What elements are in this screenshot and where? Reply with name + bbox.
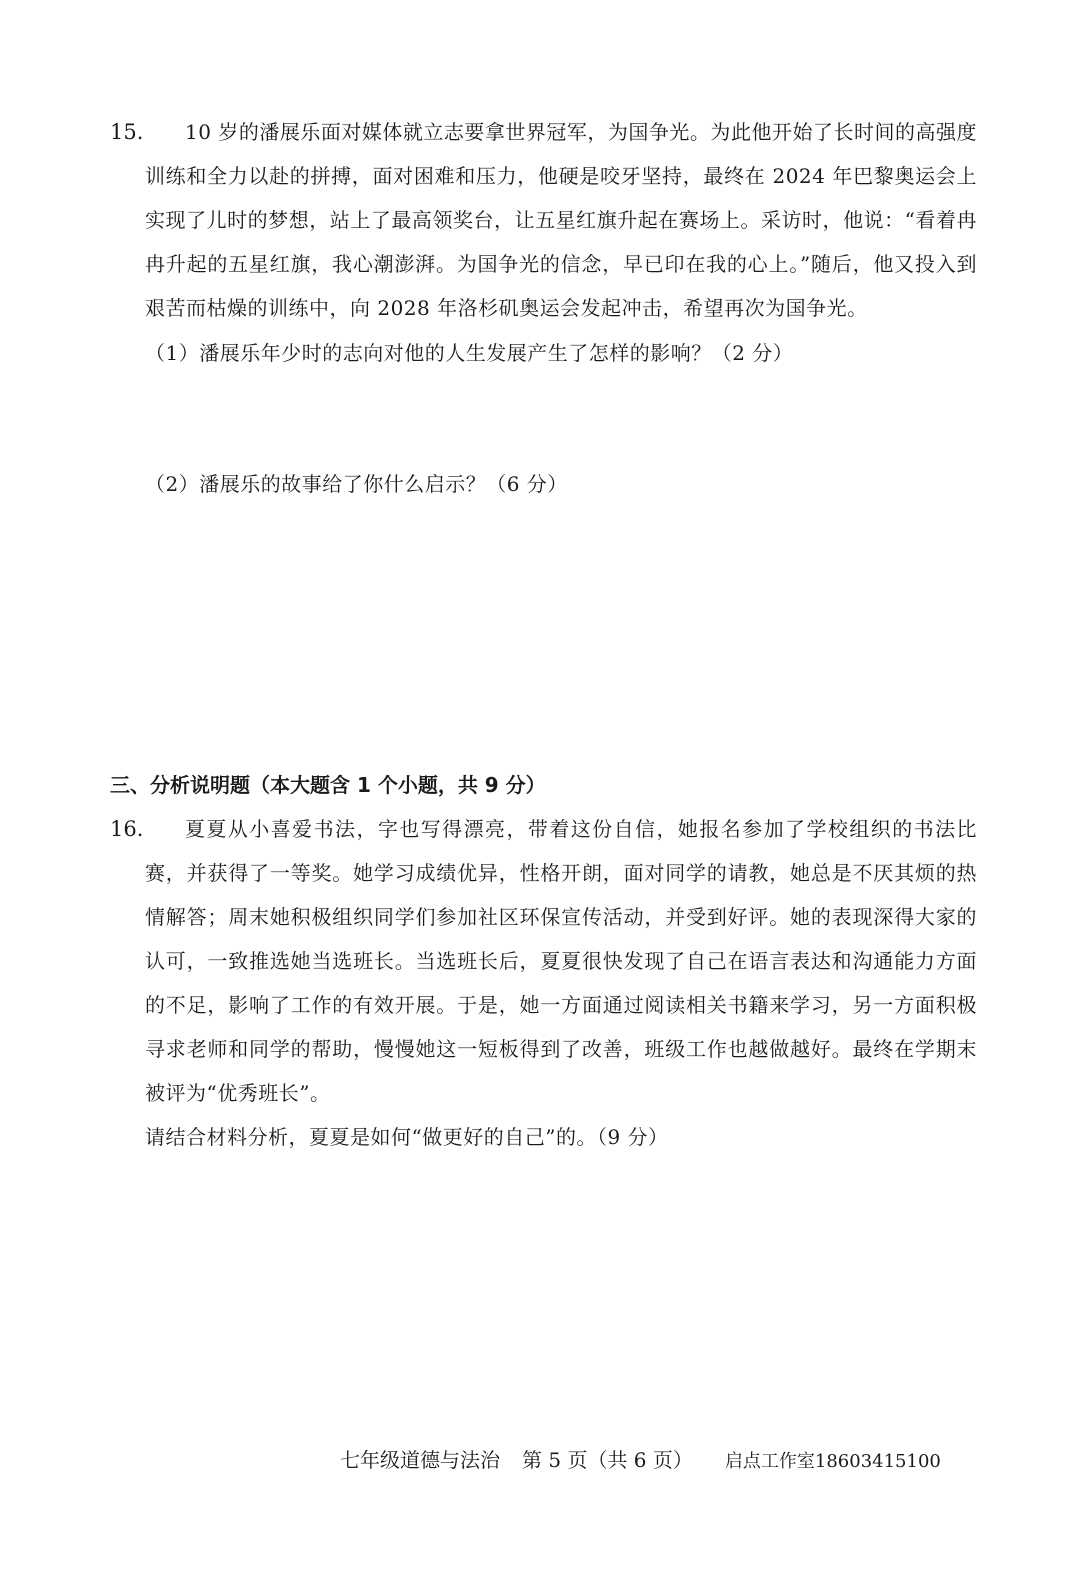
- question-15-material: 10 岁的潘展乐面对媒体就立志要拿世界冠军，为国争光。为此他开始了长时间的高强度训练和全力以赴的拼搏，面对困难和压力，他硬是咬牙坚持，最终在 2024 年巴黎奥运会上实现了儿时的梦想，站上了最高领奖台，让五星红旗升起在赛场上。采访时，他说：“看着冉冉升起的五星红旗，我心潮澎湃。为国争光的信念，早已印在我的心上。”随后，他又投入到艰苦而枯燥的训练中，向 2028 年洛杉矶奥运会发起冲击，希望再次为国争光。: [145, 120, 977, 320]
- page-footer: [340, 1442, 980, 1480]
- question-16-prompt: 请结合材料分析，夏夏是如何“做更好的自己”的。（9 分）: [145, 1125, 669, 1149]
- question-16-material: 夏夏从小喜爱书法，字也写得漂亮，带着这份自信，她报名参加了学校组织的书法比赛，并获得了一等奖。她学习成绩优异，性格开朗，面对同学的请教，她总是不厌其烦的热情解答；周末她积极组织同学们参加社区环保宣传活动，并受到好评。她的表现深得大家的认可，一致推选她当选班长。当选班长后，夏夏很快发现了自己在语言表达和沟通能力方面的不足，影响了工作的有效开展。于是，她一方面通过阅读相关书籍来学习，另一方面积极寻求老师和同学的帮助，慢慢她这一短板得到了改善，班级工作也越做越好。最终在学期末被评为“优秀班长”。: [145, 817, 977, 1105]
- question-15-sub-1: （1）潘展乐年少时的志向对他的人生发展产生了怎样的影响？（2 分）: [145, 341, 794, 365]
- footer-page-number: 第 5 页（共 6 页）: [522, 1448, 693, 1472]
- footer-studio: 启点工作室18603415100: [724, 1451, 941, 1472]
- question-15-number: 15.: [110, 120, 144, 144]
- question-15-sub-2: （2）潘展乐的故事给了你什么启示？（6 分）: [145, 472, 568, 496]
- section-3-heading: 三、分析说明题（本大题含 1 个小题，共 9 分）: [110, 773, 546, 797]
- question-16-number: 16.: [110, 817, 144, 841]
- footer-subject: 七年级道德与法治: [340, 1448, 500, 1472]
